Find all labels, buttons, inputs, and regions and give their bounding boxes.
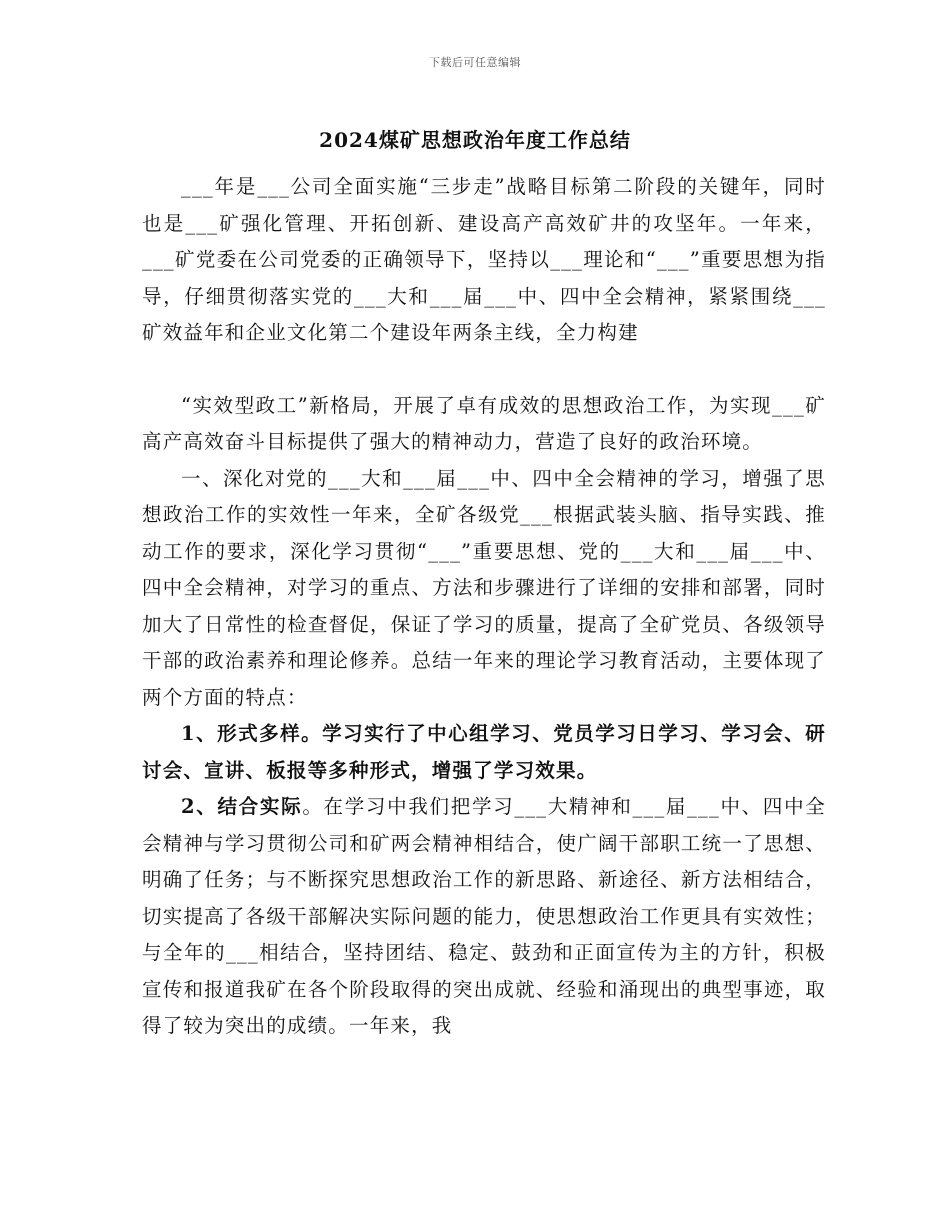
- document-body: [142, 169, 826, 1045]
- paragraph-intro-continued: “实效型政工”新格局，开展了卓有成效的思想政治工作，为实现___矿高产高效奋斗目标提供了强大的精神动力，营造了良好的政治环境。: [142, 393, 826, 453]
- paragraph-point-two: [142, 789, 826, 1045]
- download-note: 下载后可任意编辑: [429, 56, 521, 69]
- paragraph-point-one: 1、形式多样。学习实行了中心组学习、党员学习日学习、学习会、研讨会、宣讲、板报等多种形式，增强了学习效果。: [142, 722, 826, 782]
- paragraph-intro: ___年是___公司全面实施“三步走”战略目标第二阶段的关键年，同时也是___矿强化管理、开拓创新、建设高产高效矿井的攻坚年。一年来，___矿党委在公司党委的正确领导下，坚持以___理论和“___”重要思想为指导，仔细贯彻落实党的___大和___届___中、四中全会精神，紧紧围绕___矿效益年和企业文化第二个建设年两条主线，全力构建: [142, 175, 826, 344]
- point-two-text: 。在学习中我们把学习___大精神和___届___中、四中全会精神与学习贯彻公司和矿两会精神相结合，使广阔干部职工统一了思想、明确了任务；与不断探究思想政治工作的新思路、新途径、新方法相结合，切实提高了各级干部解决实际问题的能力，使思想政治工作更具有实效性；与全年的___相结合，坚持团结、稳定、鼓劲和正面宣传为主的方针，积极宣传和报道我矿在各个阶段取得的突出成就、经验和涌现出的典型事迹，取得了较为突出的成绩。一年来，我: [142, 795, 826, 1037]
- paragraph-section-one: 一、深化对党的___大和___届___中、四中全会精神的学习，增强了思想政治工作的实效性一年来，全矿各级党___根据武装头脑、指导实践、推动工作的要求，深化学习贯彻“___”重要思想、党的___大和___届___中、四中全会精神，对学习的重点、方法和步骤进行了详细的安排和部署，同时加大了日常性的检查督促，保证了学习的质量，提高了全矿党员、各级领导干部的政治素养和理论修养。总结一年来的理论学习教育活动，主要体现了两个方面的特点：: [142, 466, 826, 709]
- point-two-lead: 2、结合实际: [181, 795, 303, 818]
- document-title: 2024煤矿思想政治年度工作总结: [319, 128, 631, 152]
